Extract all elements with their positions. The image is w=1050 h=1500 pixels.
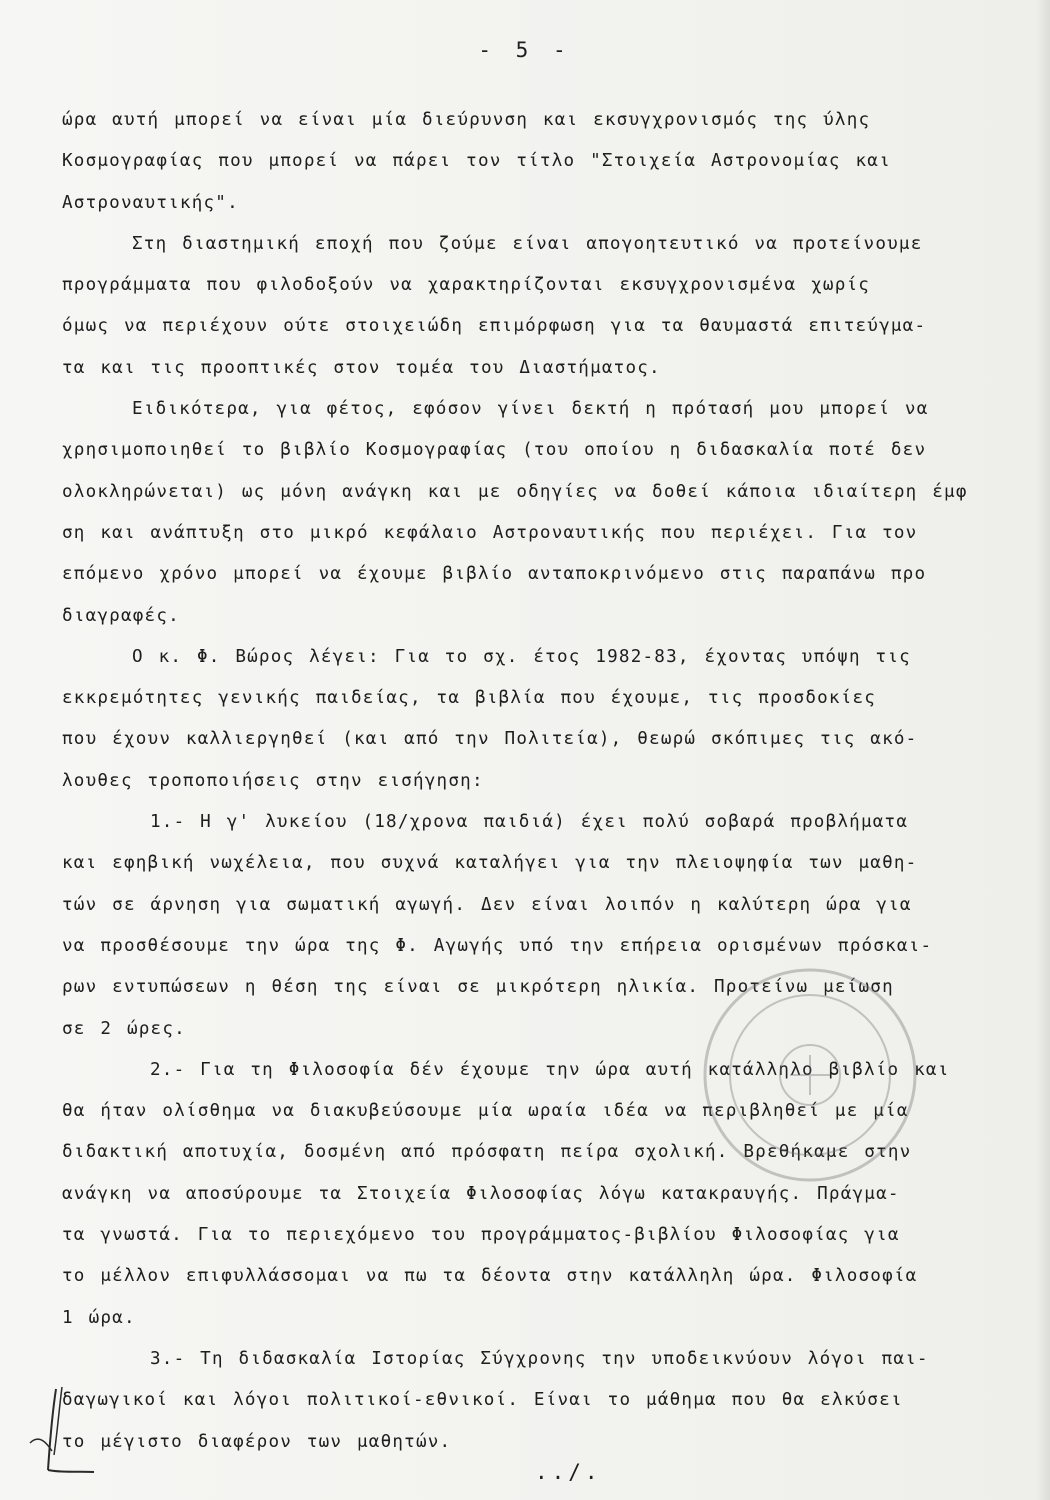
- text-line: ολοκληρώνεται) ως μόνη ανάγκη και με οδηγίες να δοθεί κάποια ιδιαίτερη έμφ: [62, 481, 968, 502]
- text-line: επόμενο χρόνο μπορεί να έχουμε βιβλίο ανταποκρινόμενο στις παραπάνω προ: [62, 564, 927, 585]
- text-line: χρησιμοποιηθεί το βιβλίο Κοσμογραφίας (του οποίου η διδασκαλία ποτέ δεν: [62, 440, 927, 461]
- text-line: να προσθέσουμε την ώρα της Φ. Αγωγής υπό την επήρεια ορισμένων πρόσκαι-: [62, 935, 933, 956]
- text-line: θα ήταν ολίσθημα να διακυβεύσουμε μία ωραία ιδέα να περιβληθεί με μία: [62, 1101, 909, 1122]
- text-line: λουθες τροποποιήσεις στην εισήγηση:: [62, 770, 484, 791]
- page-number: - 5 -: [478, 38, 572, 62]
- text-line: ώρα αυτή μπορεί να είναι μία διεύρυνση και εκσυγχρονισμός της ύλης: [62, 110, 871, 130]
- text-line: ρων εντυπώσεων η θέση της είναι σε μικρότερη ηλικία. Προτείνω μείωση: [62, 977, 894, 998]
- text-line: τα και τις προοπτικές στον τομέα του Διαστήματος.: [62, 357, 661, 378]
- paragraph-start: Ειδικότερα, για φέτος, εφόσον γίνει δεκτή η πρότασή μου μπορεί να: [132, 399, 929, 420]
- paragraph-start: Στη διαστημική εποχή που ζούμε είναι απογοητευτικό να προτείνουμε: [132, 233, 923, 254]
- list-item-start: 1.- Η γ' λυκείου (18/χρονα παιδιά) έχει πολύ σοβαρά προβλήματα: [150, 812, 909, 833]
- list-item-start: 3.- Τη διδασκαλία Ιστορίας Σύγχρονης την υποδεικνύουν λόγοι παι-: [150, 1348, 929, 1369]
- text-line: ση και ανάπτυξη στο μικρό κεφάλαιο Αστροναυτικής που περιέχει. Για τον: [62, 522, 918, 543]
- text-line: το μέγιστο διαφέρον των μαθητών.: [62, 1431, 452, 1452]
- text-line: το μέλλον επιφυλλάσσομαι να πω τα δέοντα στην κατάλληλη ώρα. Φιλοσοφία: [62, 1266, 918, 1287]
- text-line: Κοσμογραφίας που μπορεί να πάρει τον τίτλο "Στοιχεία Αστρονομίας και: [62, 151, 891, 172]
- text-line: Αστροναυτικής".: [62, 192, 239, 213]
- handwritten-margin-mark-icon: [26, 1385, 96, 1475]
- text-line: που έχουν καλλιεργηθεί (και από την Πολιτεία), θεωρώ σκόπιμες τις ακό-: [62, 729, 918, 750]
- text-line: σε 2 ώρες.: [62, 1018, 186, 1039]
- text-line: διαγραφές.: [62, 605, 180, 626]
- text-line: εκκρεμότητες γενικής παιδείας, τα βιβλία που έχουμε, τις προσδοκίες: [62, 688, 877, 709]
- text-line: όμως να περιέχουν ούτε στοιχειώδη επιμόρφωση για τα θαυμαστά επιτεύγμα-: [62, 316, 927, 337]
- text-line: ανάγκη να αποσύρουμε τα Στοιχεία Φιλοσοφίας λόγω κατακραυγής. Πράγμα-: [62, 1183, 900, 1204]
- text-line: διδακτική αποτυχία, δοσμένη από πρόσφατη πείρα σχολική. Βρεθήκαμε στην: [62, 1142, 912, 1163]
- typed-body-text: [62, 100, 1047, 1463]
- official-stamp-icon: [695, 960, 925, 1190]
- list-item-start: 2.- Για τη Φιλοσοφία δέν έχουμε την ώρα αυτή κατάλληλο βιβλίο και: [150, 1059, 950, 1080]
- text-line: τα γνωστά. Για το περιεχόμενο του προγράμματος-βιβλίου Φιλοσοφίας για: [62, 1225, 900, 1246]
- continuation-mark: ../.: [535, 1460, 602, 1484]
- text-line: προγράμματα που φιλοδοξούν να χαρακτηρίζονται εκσυγχρονισμένα χωρίς: [62, 275, 871, 296]
- paragraph-start: Ο κ. Φ. Βώρος λέγει: Για το σχ. έτος 1982-83, έχοντας υπόψη τις: [132, 646, 911, 667]
- text-line: τών σε άρνηση για σωματική αγωγή. Δεν είναι λοιπόν η καλύτερη ώρα για: [62, 894, 912, 915]
- text-line: 1 ώρα.: [62, 1307, 136, 1328]
- text-line: δαγωγικοί και λόγοι πολιτικοί-εθνικοί. Είναι το μάθημα που θα ελκύσει: [62, 1390, 903, 1411]
- text-line: και εφηβική νωχέλεια, που συχνά καταλήγει για την πλειοψηφία των μαθη-: [62, 853, 918, 874]
